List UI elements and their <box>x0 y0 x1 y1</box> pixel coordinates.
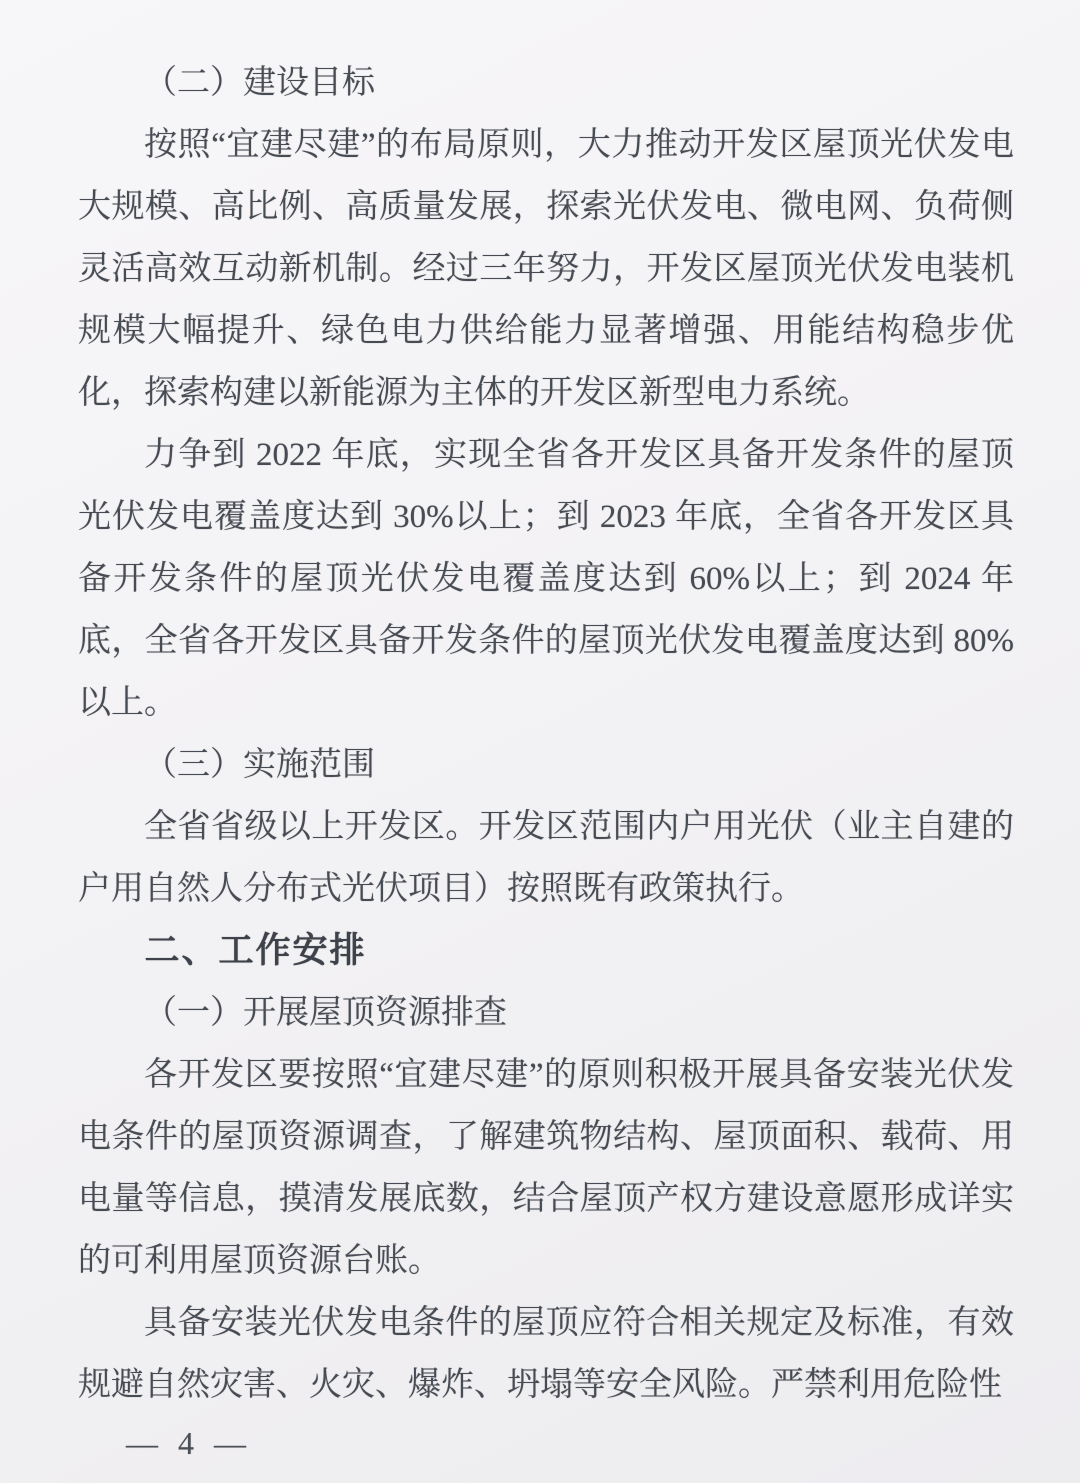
subsection-heading-implementation-scope: （三）实施范围 <box>144 747 375 783</box>
paragraph-survey-detail: 各开发区要按照“宜建尽建”的原则积极开展具备安装光伏发电条件的屋顶资源调查，了解建筑物结构、屋顶面积、载荷、用电量等信息，摸清发展底数，结合屋顶产权方建设意愿形成详实的可利用屋顶资源台账。 <box>78 1057 1014 1279</box>
paragraph-coverage-targets: 力争到 2022 年底，实现全省各开发区具备开发条件的屋顶光伏发电覆盖度达到 30%以上；到 2023 年底，全省各开发区具备开发条件的屋顶光伏发电覆盖度达到 60%以上；到 2024 年底，全省各开发区具备开发条件的屋顶光伏发电覆盖度达到 80%以上。 <box>78 437 1014 721</box>
section-heading-work-arrangement: 二、工作安排 <box>144 931 367 970</box>
paragraph-layout-principle: 按照“宜建尽建”的布局原则，大力推动开发区屋顶光伏发电大规模、高比例、高质量发展，探索光伏发电、微电网、负荷侧灵活高效互动新机制。经过三年努力，开发区屋顶光伏发电装机规模大幅提升、绿色电力供给能力显著增强、用能结构稳步优化，探索构建以新能源为主体的开发区新型电力系统。 <box>78 127 1014 411</box>
page-number: — 4 — <box>126 1425 252 1461</box>
paragraph-scope-detail: 全省省级以上开发区。开发区范围内户用光伏（业主自建的户用自然人分布式光伏项目）按照既有政策执行。 <box>78 809 1014 907</box>
paragraph-safety-requirements: 具备安装光伏发电条件的屋顶应符合相关规定及标准，有效规避自然灾害、火灾、爆炸、坍塌等安全风险。严禁利用危险性 <box>78 1305 1014 1403</box>
subsection-heading-roof-resource-survey: （一）开展屋顶资源排查 <box>144 995 507 1031</box>
subsection-heading-construction-goals: （二）建设目标 <box>144 65 375 101</box>
